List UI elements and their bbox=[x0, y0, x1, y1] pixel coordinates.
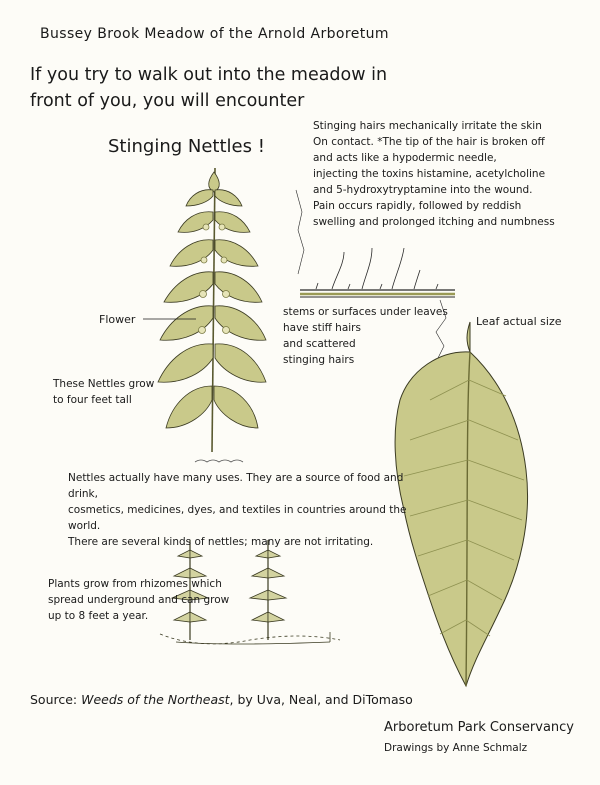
ground-mark bbox=[195, 460, 243, 462]
nettle-plant-drawing bbox=[158, 168, 266, 452]
leaf-size-label: Leaf actual size bbox=[476, 315, 562, 328]
flower-label: Flower bbox=[99, 313, 136, 326]
organization-name: Arboretum Park Conservancy bbox=[384, 720, 574, 735]
source-citation bbox=[30, 692, 413, 707]
source-authors: , by Uva, Neal, and DiTomaso bbox=[229, 692, 413, 707]
source-prefix: Source: bbox=[30, 692, 82, 707]
rhizome-note: Plants grow from rhizomes which spread underground and can grow up to 8 feet a year. bbox=[48, 578, 230, 622]
intro-text: If you try to walk out into the meadow in front of you, you will encounter bbox=[30, 65, 388, 111]
uses-note: Nettles actually have many uses. They are a source of food and drink, cosmetics, medicines, dyes, and textiles in countries around the world. There are several kinds of nettles; many are not irritating. bbox=[68, 472, 407, 548]
drawing-credit: Drawings by Anne Schmalz bbox=[384, 742, 528, 754]
section-heading: Stinging Nettles ! bbox=[108, 136, 265, 157]
source-book-title: Weeds of the Northeast bbox=[81, 692, 230, 707]
page-title: Bussey Brook Meadow of the Arnold Arboretum bbox=[40, 26, 389, 42]
height-note: These Nettles grow to four feet tall bbox=[53, 378, 155, 406]
stinging-hairs-note: Stinging hairs mechanically irritate the skin On contact. *The tip of the hair is broken off and acts like a hypodermic needle, injecting the toxins histamine, acetylcholine and 5-hydroxytryptamine into the wound. Pain occurs rapidly, followed by reddish swelling and prolonged itching and numbness bbox=[313, 120, 555, 228]
stems-note: stems or surfaces under leaves have stiff hairs and scattered stinging hairs bbox=[283, 306, 448, 366]
